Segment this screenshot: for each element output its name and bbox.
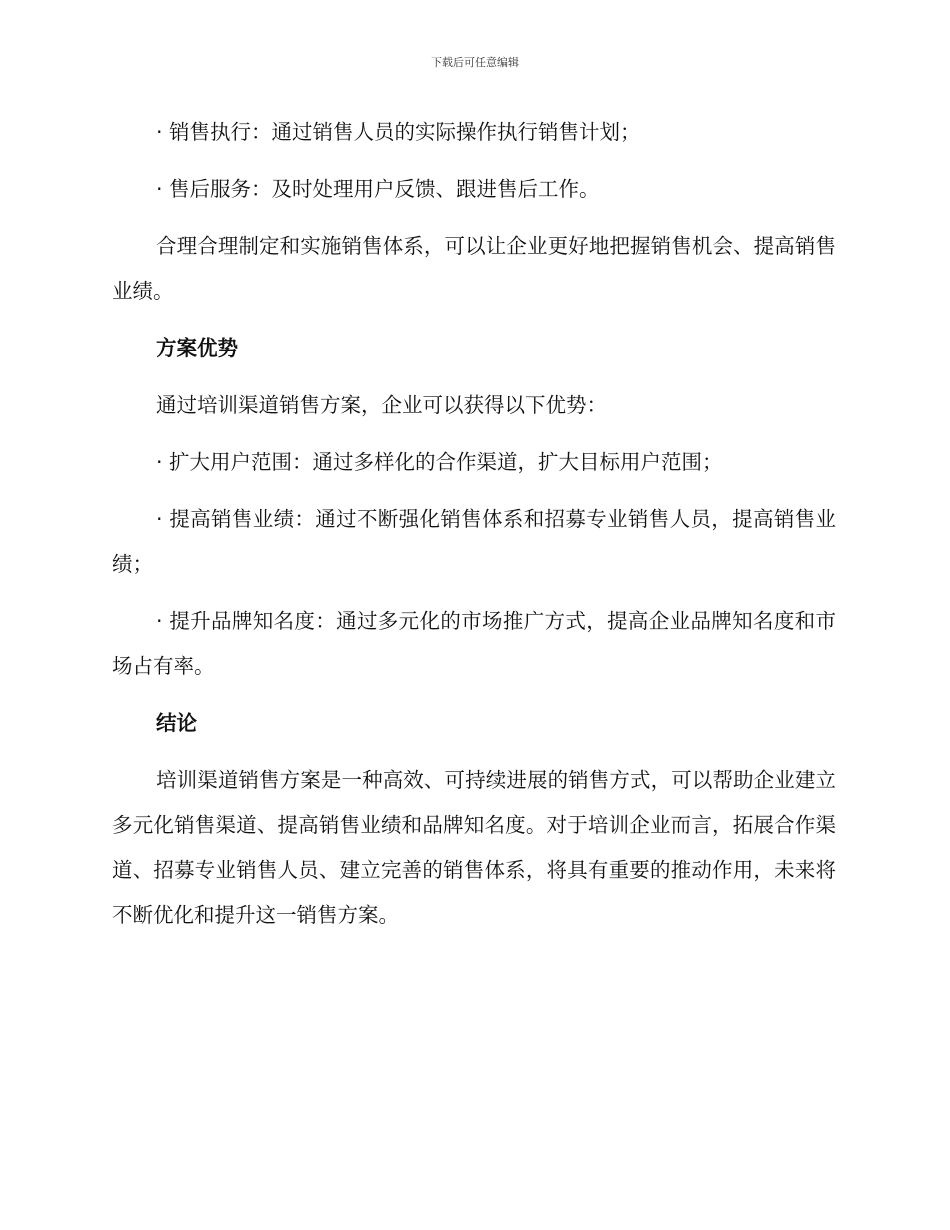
paragraph-advantages-intro: 通过培训渠道销售方案，企业可以获得以下优势： [156,393,607,417]
bullet-sales-execution: · 销售执行：通过销售人员的实际操作执行销售计划； [156,120,641,144]
document-body [112,110,836,950]
paragraph-sales-system: 合理合理制定和实施销售体系，可以让企业更好地把握销售机会、提高销售业绩。 [112,234,836,303]
bullet-expand-users: · 扩大用户范围：通过多样化的合作渠道，扩大目标用户范围； [156,450,723,474]
section-heading-advantages: 方案优势 [156,336,238,360]
bullet-after-sales-service: · 售后服务：及时处理用户反馈、跟进售后工作。 [156,177,600,201]
page-header: 下载后可任意编辑 [431,56,519,69]
section-heading-conclusion: 结论 [156,711,197,735]
paragraph-conclusion: 培训渠道销售方案是一种高效、可持续进展的销售方式，可以帮助企业建立多元化销售渠道、提高销售业绩和品牌知名度。对于培训企业而言，拓展合作渠道、招募专业销售人员、建立完善的销售体系，将具有重要的推动作用，未来将不断优化和提升这一销售方案。 [112,768,836,927]
bullet-improve-sales: · 提高销售业绩：通过不断强化销售体系和招募专业销售人员，提高销售业绩； [112,507,836,576]
bullet-brand-awareness: · 提升品牌知名度：通过多元化的市场推广方式，提高企业品牌知名度和市场占有率。 [112,609,836,678]
